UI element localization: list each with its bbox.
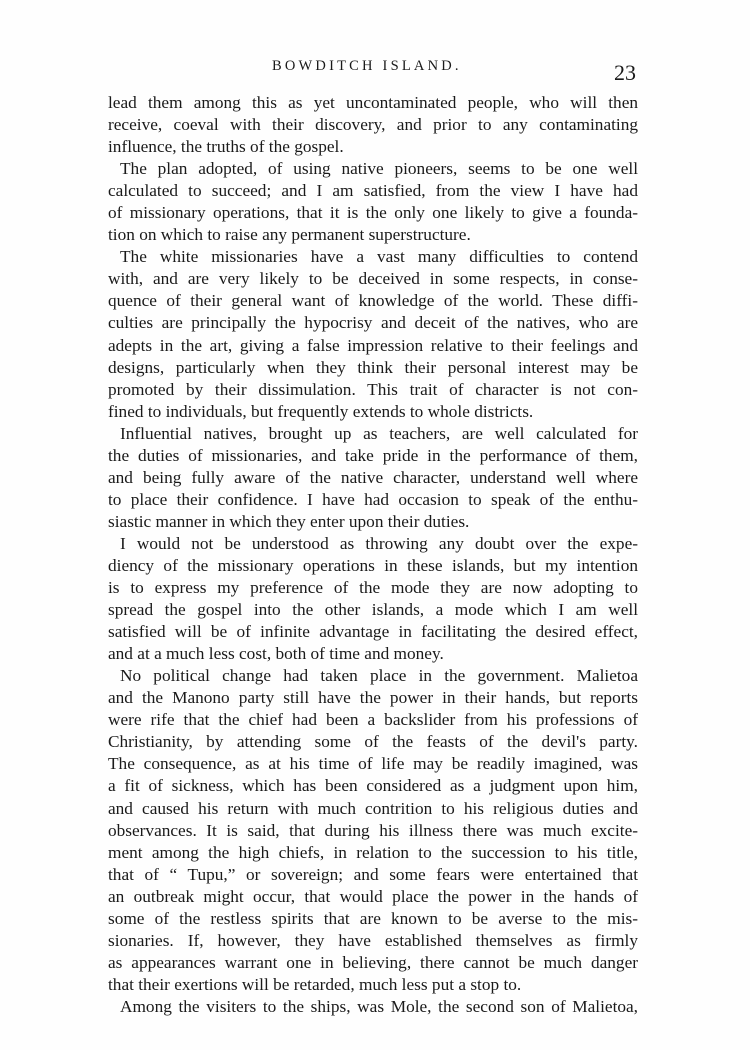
text-line: as appearances warrant one in believing, there cannot be much danger [108,952,638,972]
text-line: siastic manner in which they enter upon their duties. [108,511,470,531]
text-line: and being fully aware of the native character, understand well where [108,467,638,487]
text-line: is to express my preference of the mode they are now adopting to [108,578,638,598]
text-line: to place their confidence. I have had occasion to speak of the enthu- [108,489,638,509]
text-line: were rife that the chief had been a backslider from his professions of [108,710,638,730]
text-line: of missionary operations, that it is the only one likely to give a founda- [108,203,638,223]
text-line: that their exertions will be retarded, much less put a stop to. [108,974,522,994]
text-line: diency of the missionary operations in these islands, but my intention [108,555,638,575]
text-line: The consequence, as at his time of life may be readily imagined, was [108,754,638,774]
text-line: and at a much less cost, both of time and money. [108,644,444,664]
text-line: lead them among this as yet uncontaminated people, who will then [108,93,638,112]
text-line: culties are principally the hypocrisy and deceit of the natives, who are [108,313,638,333]
text-line: The white missionaries have a vast many difficulties to contend [120,247,638,267]
text-line: Influential natives, brought up as teachers, are well calculated for [120,423,638,443]
text-line: designs, particularly when they think their personal interest may be [108,357,638,377]
text-line: No political change had taken place in the government. Malietoa [120,666,638,686]
running-header-title: BOWDITCH ISLAND. [272,58,462,74]
text-line: and caused his return with much contrition to his religious duties and [108,798,638,818]
text-line: receive, coeval with their discovery, and prior to any contaminating [108,115,638,135]
text-line: that of “ Tupu,” or sovereign; and some fears were entertained that [108,864,638,884]
text-line: the duties of missionaries, and take pride in the performance of them, [108,445,638,465]
body-text [108,92,638,1018]
text-line: spread the gospel into the other islands, a mode which I am well [108,600,638,620]
text-line: I would not be understood as throwing any doubt over the expe- [120,533,638,553]
text-line: observances. It is said, that during his illness there was much excite- [108,820,638,840]
text-line: Among the visiters to the ships, was Mole, the second son of Malietoa, [120,996,638,1016]
text-line: calculated to succeed; and I am satisfied, from the view I have had [108,181,638,201]
text-line: fined to individuals, but frequently extends to whole districts. [108,401,534,421]
text-line: The plan adopted, of using native pioneers, seems to be one well [120,159,638,179]
text-line: promoted by their dissimulation. This trait of character is not con- [108,379,638,399]
text-line: and the Manono party still have the power in their hands, but reports [108,688,638,708]
text-line: an outbreak might occur, that would place the power in the hands of [108,886,638,906]
text-line: satisfied will be of infinite advantage in facilitating the desired effect, [108,622,638,642]
text-line: ment among the high chiefs, in relation to the succession to his title, [108,842,638,862]
text-line: sionaries. If, however, they have established themselves as firmly [108,930,638,950]
text-line: tion on which to raise any permanent superstructure. [108,225,471,245]
text-line: Christianity, by attending some of the feasts of the devil's party. [108,732,638,752]
text-line: with, and are very likely to be deceived in some respects, in conse- [108,269,638,289]
text-line: adepts in the art, giving a false impression relative to their feelings and [108,335,638,355]
text-line: some of the restless spirits that are known to be averse to the mis- [108,908,638,928]
page-number: 23 [614,60,636,85]
text-line: quence of their general want of knowledge of the world. These diffi- [108,291,638,311]
text-line: influence, the truths of the gospel. [108,137,344,157]
text-line: a fit of sickness, which has been considered as a judgment upon him, [108,776,638,796]
